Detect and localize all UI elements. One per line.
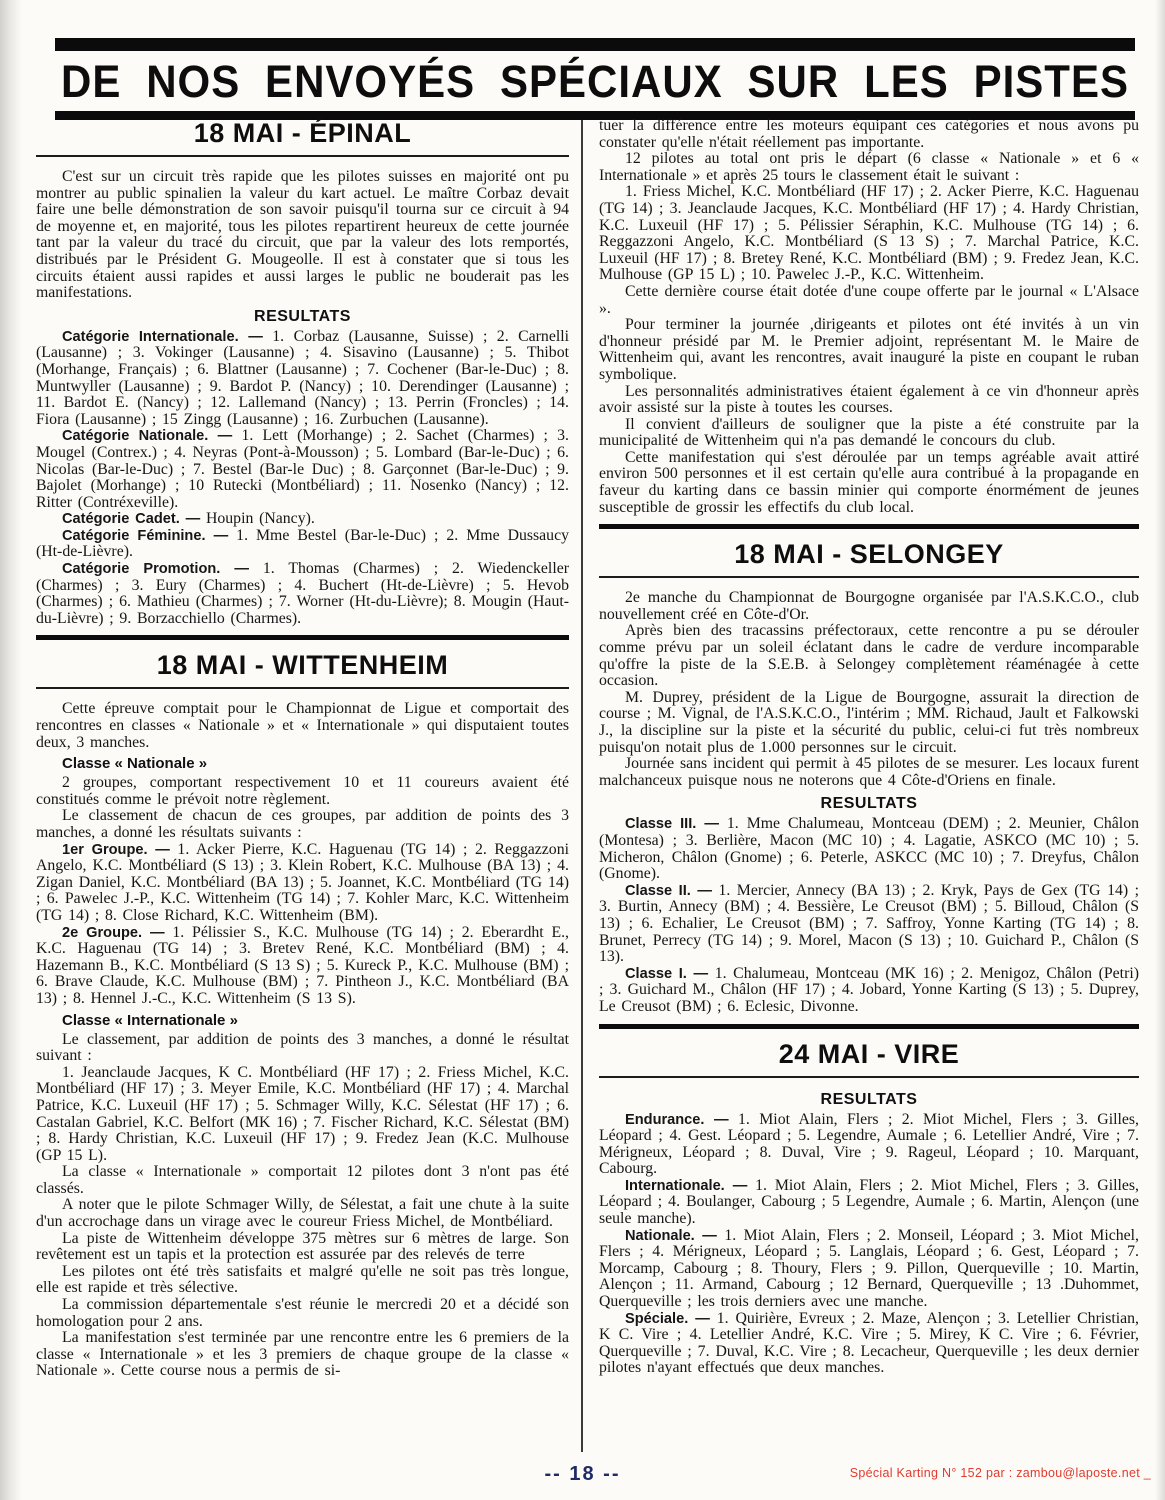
paragraph: Nationale. — 1. Miot Alain, Flers ; 2. Monseil, Léopard ; 3. Miot Michel, Flers ; 4. Mérigneux, Léopard ; 5. Langlais, Léopard ; 6. Gest, Léopard ; 7. Morcamp, Cabourg ; 8. Thoury, Flers ; 9. Pillon, Querqueville ; 10. Martin, Alençon ; 11. Armand, Cabourg ; 12 Bernard, Querqueville ; 13 .Duhommet, Querqueville ; les trois derniers avec une manche.: [599, 1226, 1139, 1311]
section-heading-group: [599, 524, 1139, 578]
results-heading: RESULTATS: [820, 795, 918, 813]
section-divider-bar: [36, 635, 569, 640]
paragraph: Le classement, par addition de points des 3 manches, a donné le résultat suivant :: [36, 1030, 569, 1065]
paragraph: Classe I. — 1. Chalumeau, Montceau (MK 16) ; 2. Menigoz, Châlon (Petri) ; 3. Guichard M., Châlon (HF 17) ; 4. Jobard, Yonne Karting (S 13) ; 5. Duprey, Le Creusot (BM) ; 6. Eclesic, Divonne.: [599, 964, 1139, 1015]
scan-edge-left: [0, 0, 22, 1500]
paragraph: Les personnalités administratives étaient également à ce vin d'honneur après avoir assisté sur la piste à toutes les courses.: [599, 382, 1139, 417]
paragraph-lead: Classe I. —: [625, 965, 709, 982]
paragraph-lead: Classe III. —: [625, 816, 719, 833]
class-subheading: Classe « Internationale »: [62, 1011, 238, 1029]
paragraph-lead: 2e Groupe. —: [62, 924, 165, 941]
paragraph: Journée sans incident qui permit à 45 pilotes de se mesurer. Les locaux furent malchanceux puisque nous ne noterons que 4 Côte-d'Oriens en finale.: [599, 755, 1139, 789]
paragraph: Classe II. — 1. Mercier, Annecy (BA 13) ; 2. Kryk, Pays de Gex (TG 14) ; 3. Burtin, Annecy (BM) ; 4. Bessière, Le Creusot (BM) ; 5. Billoud, Châlon (S 13) ; 6. Echalier, Le Creusot (BM) ; 7. Saffroy, Yonne Karting (TG 14) ; 8. Brunet, Perrecy (TG 14) ; 9. Morel, Macon (S 13) ; 10. Guichard P., Châlon (S 13).: [599, 881, 1139, 966]
credit: Spécial Karting N° 152 par : zambou@laposte.net _: [849, 1466, 1151, 1480]
paragraph: 2 groupes, comportant respectivement 10 et 11 coureurs avaient été constitués comme le prévoit notre règlement.: [36, 774, 569, 808]
paragraph: La classe « Internationale » comportait 12 pilotes dont 3 n'ont pas été classés.: [36, 1163, 569, 1197]
paragraph: Internationale. — 1. Miot Alain, Flers ; 2. Miot Michel, Flers ; 3. Gilles, Léopard ; 4. Boulanger, Cabourg ; 5 Legendre, Aumale ; 6. Martin, Alençon (une seule manche).: [599, 1176, 1139, 1228]
left-column: [36, 118, 581, 1452]
paragraph-lead: Spéciale. —: [625, 1310, 710, 1327]
section-heading-rule: [36, 155, 569, 157]
paragraph: Catégorie Nationale. — 1. Lett (Morhange) ; 2. Sachet (Charmes) ; 3. Mougel (Contrex.) ; 4. Neyras (Pont-à-Mousson) ; 5. Lombard (Bar-le-Duc) ; 6. Nicolas (Bar-le-Duc) ; 7. Bestel (Bar-le Duc) ; 8. Garçonnet (Bar-le-Duc) ; 9. Bajolet (Morhange) ; 10 Rutecki (Montbéliard) ; 11. Nosenko (Nancy) ; 12. Ritter (Contréxeville).: [36, 427, 569, 511]
paragraph-lead: Internationale. —: [625, 1177, 748, 1194]
paragraph: M. Duprey, président de la Ligue de Bourgogne, assurait la direction de course ; M. Vignal, de l'A.S.K.C.O., l'intérim ; MM. Richaud, Jault et Falkowski J., la discipline sur la piste et la sécurité du public, celui-ci fut très nombreux puisqu'on notait plus de 1.000 personnes sur le circuit.: [599, 688, 1139, 756]
article-columns: [36, 118, 1139, 1452]
section-heading-group: [599, 1024, 1139, 1078]
paragraph: A noter que le pilote Schmager Willy, de Sélestat, a fait une chute à la suite d'un accrochage dans un virage avec le coureur Friess Michel, de Montbéliard.: [36, 1196, 569, 1231]
paragraph-lead: Catégorie Internationale. —: [62, 328, 263, 345]
paragraph: Cette manifestation qui s'est déroulée par un temps agréable avait attiré environ 500 personnes et il est certain qu'elle aura contribué à la propagande en faveur du karting dans ce bassin minier qui comporte énormément de jeunes susceptible de grossir les effectifs du club local.: [599, 448, 1139, 516]
paragraph: 1er Groupe. — 1. Acker Pierre, K.C. Haguenau (TG 14) ; 2. Reggazzoni Angelo, K.C. Montbéliard (S 13) ; 3. Klein Robert, K.C. Mulhouse (BA 13) ; 4. Zigan Daniel, K.C. Montbéliard (BA 13) ; 5. Joannet, K.C. Montbéliard (TG 14) ; 6. Pawelec J.-P., K.C. Wittenheim (TG 14) ; 7. Kohler Marc, K.C. Wittenheim (TG 14) ; 8. Close Richard, K.C. Wittenheim (BM).: [36, 840, 569, 924]
section-divider-bar: [599, 524, 1139, 529]
section-heading-group: [36, 118, 569, 157]
section-divider-bar: [599, 1024, 1139, 1029]
paragraph-lead: Endurance. —: [625, 1111, 729, 1128]
paragraph-lead: 1er Groupe. —: [62, 841, 170, 858]
section-heading: 18 MAI - ÉPINAL: [193, 118, 412, 148]
right-column: [583, 118, 1139, 1452]
paragraph: Catégorie Promotion. — 1. Thomas (Charmes) ; 2. Wiedenckeller (Charmes) ; 3. Eury (Charmes) ; 4. Buchert (Ht-de-Lièvre) ; 5. Hevob (Charmes) ; 6. Mathieu (Charmes) ; 7. Worner (Ht-du-Lièvre); 8. Mougin (Haut-du-Lièvre) ; 9. Borzacchiello (Charmes).: [36, 560, 569, 627]
results-heading: RESULTATS: [254, 307, 351, 325]
paragraph: Catégorie Internationale. — 1. Corbaz (Lausanne, Suisse) ; 2. Carnelli (Lausanne) ; 3. Vokinger (Lausanne) ; 4. Sisavino (Lausanne) ; 5. Thibot (Morhange, Français) ; 6. Blattner (Lausanne) ; 7. Cochener (Bar-le-Duc) ; 8. Muntwyller (Lausanne) ; 9. Bardot P. (Nancy) ; 10. Derendinger (Lausanne) ; 11. Bardot E. (Nancy) ; 12. Lallemand (Nancy) ; 13. Perrin (Froncles) ; 14. Fiora (Lausanne) ; 15 Zingg (Lausanne) ; 16. Zurbuchen (Lausanne).: [36, 327, 569, 428]
paragraph: Pour terminer la journée ,dirigeants et pilotes ont été invités à un vin d'honneur présidé par M. le Premier adjoint, représentant M. le Maire de Wittenheim qui, avant les rencontres, avait inauguré la piste en coupant le ruban symbolique.: [599, 316, 1139, 383]
paragraph: Après bien des tracassins préfectoraux, cette rencontre a pu se dérouler comme prévu par un soleil éclatant dans le cadre de verdure incomparable qu'offre la piste de la S.E.B. à Selongey complètement réaménagée à cette occasion.: [599, 622, 1139, 690]
paragraph-lead: Catégorie Promotion. —: [62, 561, 249, 578]
paragraph: Le classement de chacun de ces groupes, par addition de points des 3 manches, a donné les résultats suivants :: [36, 807, 569, 841]
paragraph: Les pilotes ont été très satisfaits et malgré qu'elle ne soit pas très longue, elle est rapide et très sélective.: [36, 1262, 569, 1297]
paragraph: La piste de Wittenheim développe 375 mètres sur 6 mètres de large. Son revêtement est un tapis et la protection est assurée par des relevés de terre: [36, 1229, 569, 1264]
paragraph: Cette épreuve comptait pour le Championnat de Ligue et comportait des rencontres en classes « Nationale » et « Internationale » qui disputaient toutes deux, 3 manches.: [36, 700, 569, 751]
paragraph: La manifestation s'est terminée par une rencontre entre les 6 premiers de la classe « Internationale » et les 3 premiers de chaque groupe de la classe « Nationale ». Cette course nous a permis de si-: [36, 1329, 569, 1380]
paragraph: 12 pilotes au total ont pris le départ (6 classe « Nationale » et 6 « Internationale » et après 25 tours le classement était le suivant :: [599, 150, 1139, 184]
paragraph: tuer la différence entre les moteurs équipant ces catégories et nous avons pu constater qu'elle n'était réellement pas importante.: [599, 118, 1139, 151]
paragraph-lead: Catégorie Féminine. —: [62, 527, 229, 544]
paragraph-lead: Catégorie Cadet. —: [62, 511, 201, 528]
paragraph: Cette dernière course était dotée d'une coupe offerte par le journal « L'Alsace ».: [599, 282, 1139, 317]
results-heading: RESULTATS: [820, 1090, 918, 1108]
paragraph: Spéciale. — 1. Quirière, Evreux ; 2. Maze, Alençon ; 3. Letellier Christian, K C. Vire ; 4. Letellier André, K.C. Vire ; 5. Mirey, K C. Vire ; 6. Février, Querqueville ; 7. Duval, K.C. Vire ; 8. Lecacheur, Querqueville ; les deux dernier pilotes n'ayant effectués que deux manches.: [599, 1309, 1139, 1377]
paragraph: Classe III. — 1. Mme Chalumeau, Montceau (DEM) ; 2. Meunier, Châlon (Montesa) ; 3. Berlière, Macon (MC 10) ; 4. Lagatie, ASKCO (MC 10) ; 5. Micheron, Châlon (Gnome) ; 6. Peterle, ASKCC (MC 10) ; 7. Dreyfus, Châlon (Gnome).: [599, 815, 1139, 883]
paragraph: 2e Groupe. — 1. Pélissier S., K.C. Mulhouse (TG 14) ; 2. Eberardht E., K.C. Haguenau (TG 14) ; 3. Bretev René, K.C. Montbéliard (BM) ; 4. Hazemann B., K.C. Montbéliard (S 13 S) ; 5. Kureck P., K.C. Mulhouse (BM) ; 6. Brave Claude, K.C. Mulhouse (BM) ; 7. Pintheon J., K.C. Montbéliard (BA 13) ; 8. Hennel J.-C., K.C. Wittenheim (S 13 S).: [36, 923, 569, 1007]
section-heading: 18 MAI - SELONGEY: [734, 539, 1004, 570]
paragraph-lead: Classe II. —: [625, 882, 712, 899]
paragraph-lead: Catégorie Nationale. —: [62, 428, 233, 445]
page-number: -- 18 --: [544, 1463, 621, 1485]
paragraph-lead: Nationale. —: [625, 1227, 717, 1244]
page-title: DE NOS ENVOYÉS SPÉCIAUX SUR LES PISTES: [61, 56, 1129, 107]
scan-edge-right: [1155, 0, 1165, 1500]
class-subheading: Classe « Nationale »: [62, 755, 208, 773]
paragraph: C'est sur un circuit très rapide que les pilotes suisses en majorité ont pu montrer au public spinalien la valeur du kart actuel. Le maître Corbaz devait faire une belle démonstration de son savoir puisqu'il tourna sur ce circuit à 94 de moyenne et, en majorité, tous les pilotes repartirent heureux de cette journée tant par la valeur du tracé du circuit, que par la valeur des lots remportés, distribués par le Président G. Mougeolle. Il est à constater que si tous les circuits étaient aussi rapides et aussi larges le public ne bouderait pas les manifestations.: [36, 168, 569, 302]
paragraph: Endurance. — 1. Miot Alain, Flers ; 2. Miot Michel, Flers ; 3. Gilles, Léopard ; 4. Gest. Léopard ; 5. Legendre, Aumale ; 6. Letellier André, Vire ; 7. Mérigneux, Léopard ; 8. Duval, Vire ; 9. Rageul, Léopard ; 10. Marquant, Cabourg.: [599, 1110, 1139, 1178]
section-heading-rule: [599, 1076, 1139, 1078]
paragraph: Catégorie Féminine. — 1. Mme Bestel (Bar-le-Duc) ; 2. Mme Dussaucy (Ht-de-Lièvre).: [36, 526, 569, 561]
section-heading: 18 MAI - WITTENHEIM: [156, 650, 449, 681]
section-heading-group: [36, 635, 569, 689]
paragraph: 2e manche du Championnat de Bourgogne organisée par l'A.S.K.C.O., club nouvellement créé en Côte-d'Or.: [599, 589, 1139, 623]
paragraph: 1. Jeanclaude Jacques, K C. Montbéliard (HF 17) ; 2. Friess Michel, K.C. Montbéliard (HF 17) ; 3. Meyer Emile, K.C. Montbéliard (HF 17) ; 4. Marchal Patrice, K.C. Luxeuil (HF 17) ; 5. Schmager Willy, K.C. Sélestat (HF 17) ; 6. Castalan Gabriel, K.C. Belfort (MK 16) ; 7. Fischer Richard, K.C. Sélestat (BM) ; 8. Hardy Christian, K.C. Luxeuil (HF 17) ; 9. Fredez Jean (K.C. Mulhouse (GP 15 L).: [36, 1063, 569, 1164]
section-heading: 24 MAI - VIRE: [778, 1038, 960, 1069]
section-heading-rule: [36, 687, 569, 689]
section-heading-rule: [599, 576, 1139, 578]
paragraph: 1. Friess Michel, K.C. Montbéliard (HF 17) ; 2. Acker Pierre, K.C. Haguenau (TG 14) ; 3. Jeanclaude Jacques, K.C. Montbéliard (HF 17) ; 4. Hardy Christian, K.C. Luxeuil (HF 17) ; 5. Pélissier Séraphin, K.C. Mulhouse (TG 14) ; 6. Reggazzoni Angelo, K.C. Montbéliard (S 13 S) ; 7. Marchal Patrice, K.C. Luxeuil (HF 17) ; 8. Bretey René, K.C. Montbéliard (BM) ; 9. Fredez Jean, K.C. Mulhouse (GP 15 L) ; 10. Pawelec J.-P., K.C. Wittenheim.: [599, 183, 1139, 284]
paragraph: La commission départementale s'est réunie le mercredi 20 et a décidé son homologation pour 2 ans.: [36, 1296, 569, 1330]
page-header: [55, 38, 1135, 120]
paragraph: Catégorie Cadet. — Houpin (Nancy).: [62, 510, 315, 528]
paragraph: Il convient d'ailleurs de souligner que la piste a été construite par la municipalité de Wittenheim qui n'a pas demandé le concours du club.: [599, 415, 1139, 450]
